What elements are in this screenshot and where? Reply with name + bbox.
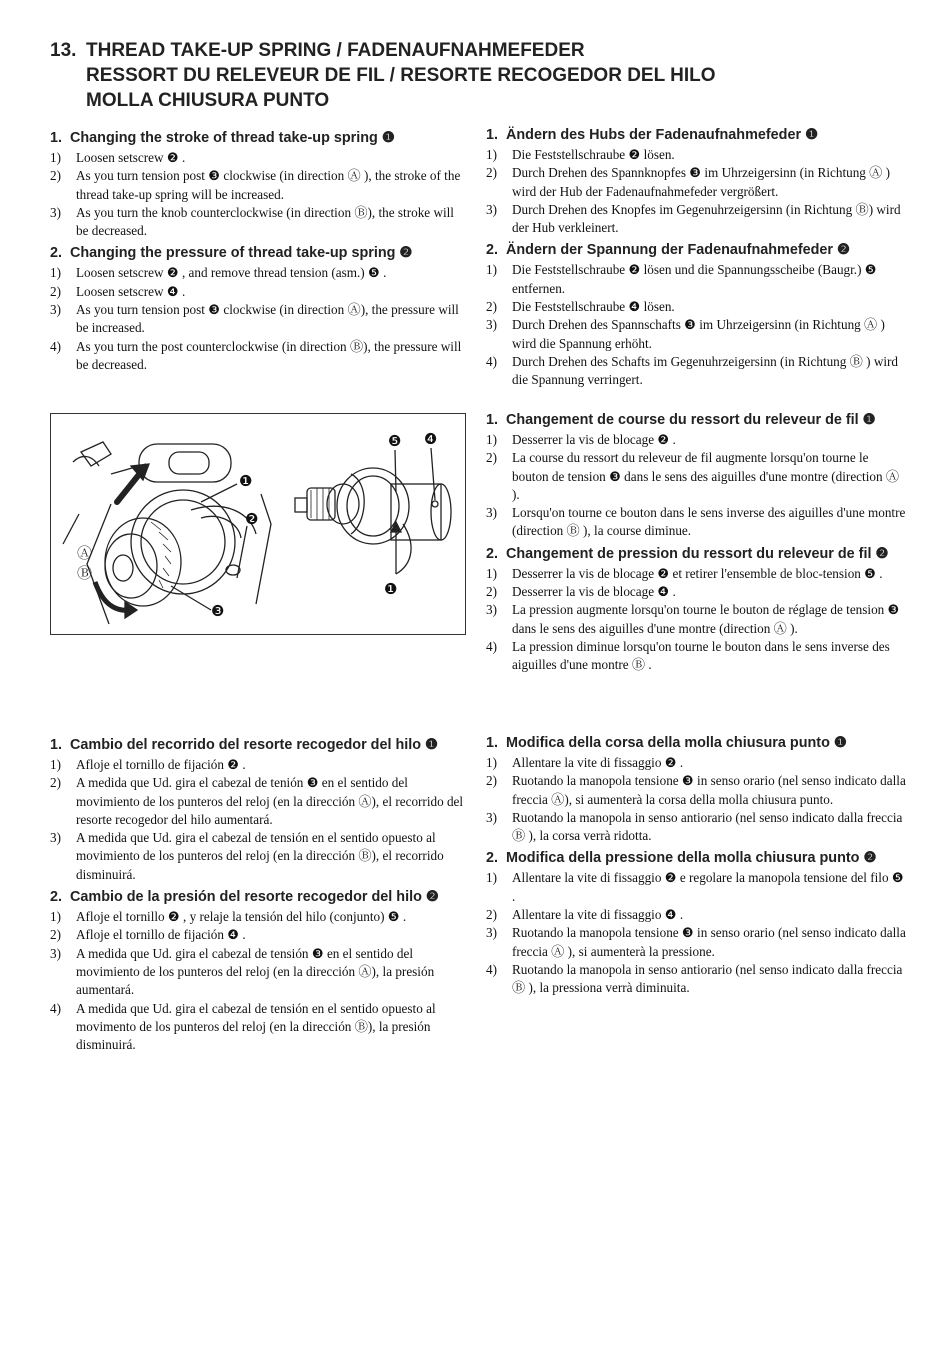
item-number: 3) [50,830,61,846]
french-section [486,407,906,675]
french-list-1 [486,431,906,541]
callout-b: Ⓑ [77,564,93,582]
item-text: Ruotando la manopola in senso antiorario (nel senso indicato dalla freccia Ⓑ ), la corsa verrà ridotta. [512,809,903,844]
callout-1-left: ❶ [239,472,253,490]
english-heading-2: 2. Changing the pressure of thread take-up spring ❷ [50,245,413,262]
item-text: Loosen setscrew ❷ . [76,150,186,165]
item-text: Die Feststellschraube ❹ lösen. [512,299,675,315]
title-line-2: RESSORT DU RELEVEUR DE FIL / RESORTE RECOGEDOR DEL HILO [86,65,716,86]
list-item [486,146,906,164]
callout-3: ❸ [211,602,225,620]
german-list-1 [486,146,906,237]
list-item [486,638,906,675]
callout-1-right: ❶ [384,580,398,598]
item-text: As you turn the knob counterclockwise (in direction Ⓑ), the stroke will be decreased. [76,204,454,239]
item-text: Ruotando la manopola in senso antiorario (nel senso indicato dalla freccia Ⓑ ), la pressiona verrà diminuita. [512,961,903,996]
item-number: 2) [486,450,497,466]
italian-list-2 [486,869,906,997]
list-item [486,164,906,201]
item-text: Allentare la vite di fissaggio ❷ e regolare la manopola tensione del filo ❺ . [512,870,904,904]
list-item [486,869,906,906]
english-list-2 [50,264,468,374]
list-item [486,504,906,541]
item-text: Afloje el tornillo de fijación ❷ . [76,757,246,772]
german-list-2 [486,261,906,389]
list-item [50,149,468,167]
item-text: Desserrer la vis de blocage ❷ et retirer l'ensemble de bloc-tension ❺ . [512,565,883,581]
item-number: 3) [486,809,497,825]
item-number: 2) [50,168,61,184]
list-item [486,316,906,353]
tension-assembly-illustration [51,414,467,636]
french-heading-1: 1. Changement de course du ressort du releveur de fil ❶ [486,412,876,428]
list-item [486,353,906,390]
title-line-1: THREAD TAKE-UP SPRING / FADENAUFNAHMEFEDER [86,40,585,61]
item-number: 2) [486,165,497,181]
list-item [486,201,906,238]
french-heading-2: 2. Changement de pression du ressort du releveur de fil ❷ [486,545,889,562]
item-text: Durch Drehen des Spannknopfes ❸ im Uhrzeigersinn (in Richtung Ⓐ ) wird der Hub der Fadenaufnahmefeder vergrößert. [512,165,891,199]
item-number: 4) [486,638,497,654]
item-number: 1) [50,909,61,925]
list-item [50,301,468,338]
item-text: La pression augmente lorsqu'on tourne le bouton de réglage de tension ❸ dans le sens des aiguilles d'une montre (direction Ⓐ ). [512,602,900,636]
list-item [486,601,906,638]
item-text: Lorsqu'on tourne ce bouton dans le sens inverse des aiguilles d'une montre (direction Ⓑ ), la course diminue. [512,505,906,539]
list-item [50,204,468,241]
list-item [50,756,468,774]
thread-tension-figure [50,413,466,635]
item-number: 3) [486,505,497,521]
item-number: 1) [486,432,497,447]
item-number: 4) [50,1000,61,1016]
item-text: La course du ressort du releveur de fil augmente lorsqu'on tourne le bouton de tension ❸ dans le sens des aiguilles d'une montre (direction Ⓐ ). [512,450,900,502]
german-heading-1: 1. Ändern des Hubs der Fadenaufnahmefeder ❶ [486,127,818,143]
item-text: As you turn tension post ❸ clockwise (in direction Ⓐ), the pressure will be increased. [76,302,459,336]
callout-5: ❺ [388,432,402,450]
italian-section [486,730,906,998]
list-item [486,565,906,583]
item-text: La pression diminue lorsqu'on tourne le bouton dans le sens inverse des aiguilles d'une montre Ⓑ . [512,638,890,673]
callout-a: Ⓐ [77,544,93,562]
list-item [50,264,468,282]
list-item [486,772,906,809]
item-text: Desserrer la vis de blocage ❹ . [512,584,676,600]
item-number: 2) [486,907,497,923]
page-title [50,38,716,113]
list-item [50,774,468,829]
item-number: 1) [486,147,497,162]
list-item [486,961,906,998]
spanish-list-1 [50,756,468,884]
list-item [50,945,468,1000]
item-number: 3) [486,602,497,618]
item-number: 2) [486,773,497,789]
list-item [486,583,906,601]
item-text: A medida que Ud. gira el cabezal de tensión en el sentido opuesto al movimento de los punteros del reloj (en la dirección Ⓑ), la presión disminuirá. [76,1000,436,1053]
item-text: Allentare la vite di fissaggio ❹ . [512,907,684,923]
item-number: 3) [50,204,61,220]
spanish-section [50,732,468,1054]
item-number: 2) [50,927,61,943]
item-text: A medida que Ud. gira el cabezal de tensión en el sentido opuesto al movimiento de los punteros del reloj (en la dirección Ⓑ), el recorrido disminuirá. [76,830,444,882]
list-item [486,261,906,298]
item-text: Die Feststellschraube ❷ lösen und die Spannungsscheibe (Baugr.) ❺ entfernen. [512,262,877,296]
list-item [50,829,468,884]
item-text: Die Feststellschraube ❷ lösen. [512,147,675,162]
item-number: 3) [486,201,497,217]
list-item [486,431,906,449]
list-item [486,924,906,961]
german-section [486,122,906,390]
item-number: 2) [486,299,497,315]
item-number: 1) [50,757,61,772]
item-text: As you turn tension post ❸ clockwise (in direction Ⓐ ), the stroke of the thread take-up spring will be increased. [76,168,461,202]
item-number: 1) [486,755,497,770]
item-number: 4) [486,353,497,369]
item-text: Afloje el tornillo ❷ , y relaje la tensión del hilo (conjunto) ❺ . [76,909,407,925]
list-item [50,1000,468,1055]
english-section [50,125,468,374]
item-number: 2) [50,283,61,299]
section-number: 13. [50,40,77,61]
list-item [50,283,468,301]
item-number: 3) [486,925,497,941]
item-number: 1) [486,262,497,278]
title-line-3: MOLLA CHIUSURA PUNTO [86,90,330,111]
list-item [486,809,906,846]
list-item [50,167,468,204]
item-text: Ruotando la manopola tensione ❸ in senso orario (nel senso indicato dalla freccia Ⓐ), si aumenterà la corsa della molla chiusura punto. [512,773,906,807]
list-item [50,908,468,926]
item-number: 1) [50,265,61,281]
item-number: 1) [50,150,61,165]
item-text: Durch Drehen des Spannschafts ❸ im Uhrzeigersinn (in Richtung Ⓐ ) wird die Spannung erhöht. [512,317,885,351]
list-item [50,926,468,944]
item-number: 1) [486,870,497,886]
item-number: 4) [486,961,497,977]
list-item [486,754,906,772]
item-text: As you turn the post counterclockwise (in direction Ⓑ), the pressure will be decreased. [76,338,462,372]
item-text: A medida que Ud. gira el cabezal de tensión ❸ en el sentido del movimiento de los punteros del reloj (en la dirección Ⓐ), la presión aumentará. [76,945,435,998]
item-text: A medida que Ud. gira el cabezal de tenión ❸ en el sentido del movimiento de los punteros del reloj (en la dirección Ⓐ), el recorrido del resorte recogedor del hilo aumentará. [76,775,464,827]
item-number: 4) [50,338,61,354]
list-item [486,906,906,924]
item-text: Afloje el tornillo de fijación ❹ . [76,927,246,943]
item-number: 1) [486,565,497,581]
item-text: Loosen setscrew ❹ . [76,283,186,299]
italian-heading-1: 1. Modifica della corsa della molla chiusura punto ❶ [486,735,847,751]
list-item [486,449,906,504]
spanish-heading-1: 1. Cambio del recorrido del resorte recogedor del hilo ❶ [50,737,438,753]
item-text: Durch Drehen des Knopfes im Gegenuhrzeigersinn (in Richtung Ⓑ) wird der Hub verkleinert. [512,201,901,236]
item-text: Loosen setscrew ❷ , and remove thread tension (asm.) ❺ . [76,265,387,281]
item-number: 3) [486,317,497,333]
spanish-heading-2: 2. Cambio de la presión del resorte recogedor del hilo ❷ [50,889,439,906]
list-item [486,298,906,316]
callout-4: ❹ [424,430,438,448]
item-number: 3) [50,945,61,961]
item-number: 2) [486,584,497,600]
item-number: 2) [50,775,61,791]
item-text: Durch Drehen des Schafts im Gegenuhrzeigersinn (in Richtung Ⓑ ) wird die Spannung verringert. [512,353,898,388]
english-list-1 [50,149,468,240]
german-heading-2: 2. Ändern der Spannung der Fadenaufnahmefeder ❷ [486,242,850,259]
item-text: Desserrer la vis de blocage ❷ . [512,432,676,447]
italian-list-1 [486,754,906,845]
item-text: Allentare la vite di fissaggio ❷ . [512,755,684,770]
spanish-list-2 [50,908,468,1054]
item-number: 3) [50,302,61,318]
list-item [50,338,468,375]
english-heading-1: 1. Changing the stroke of thread take-up spring ❶ [50,130,395,146]
italian-heading-2: 2. Modifica della pressione della molla chiusura punto ❷ [486,850,877,867]
item-text: Ruotando la manopola tensione ❸ in senso orario (nel senso indicato dalla freccia Ⓐ ), si aumenterà la pressione. [512,925,906,959]
callout-2: ❷ [245,510,259,528]
french-list-2 [486,565,906,675]
